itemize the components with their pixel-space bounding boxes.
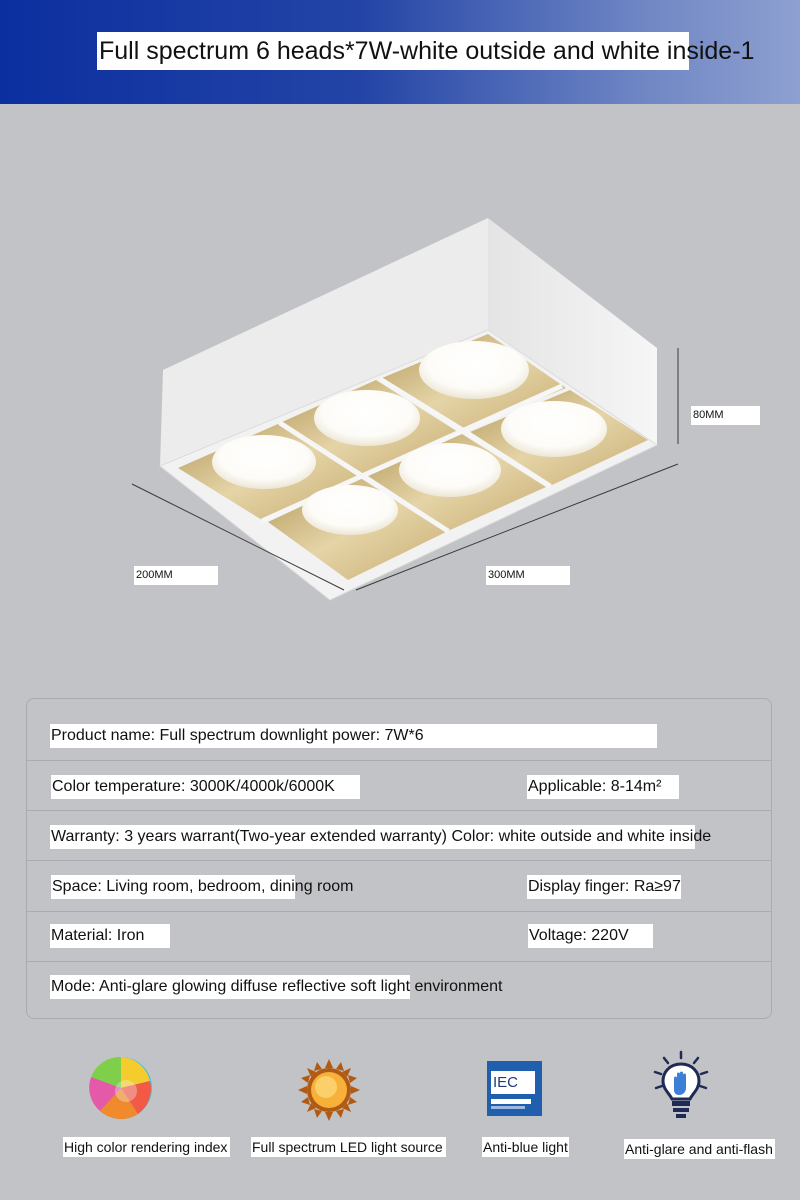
spec-display-finger: Display finger: Ra≥97 — [527, 875, 681, 899]
title-banner — [0, 0, 800, 104]
iec-badge: IEC — [491, 1071, 535, 1094]
spec-space: Space: Living room, bedroom, dining room — [51, 875, 295, 899]
row-divider — [27, 860, 771, 861]
row-divider — [27, 760, 771, 761]
feature-label-full-spectrum: Full spectrum LED light source — [251, 1137, 446, 1157]
feature-label-anti-glare: Anti-glare and anti-flash — [624, 1139, 775, 1159]
hand-bulb-icon — [650, 1050, 712, 1120]
row-divider — [27, 961, 771, 962]
spec-mode: Mode: Anti-glare glowing diffuse reflective soft light environment — [50, 975, 410, 999]
spec-product-name: Product name: Full spectrum downlight power: 7W*6 — [50, 724, 657, 748]
iec-certificate-icon — [487, 1061, 542, 1116]
row-divider — [27, 911, 771, 912]
spec-material: Material: Iron — [50, 924, 170, 948]
spec-warranty-color: Warranty: 3 years warrant(Two-year extended warranty) Color: white outside and white inside — [50, 825, 695, 849]
product-illustration — [0, 104, 800, 694]
spec-voltage: Voltage: 220V — [528, 924, 653, 948]
depth-dimension: 200MM — [134, 566, 218, 585]
width-dimension: 300MM — [486, 566, 570, 585]
height-dimension: 80MM — [691, 406, 760, 425]
color-wheel-icon — [88, 1055, 154, 1121]
iec-bar — [491, 1099, 531, 1104]
spec-color-temperature: Color temperature: 3000K/4000k/6000K — [51, 775, 360, 799]
feature-label-color-rendering: High color rendering index — [63, 1137, 230, 1157]
spec-applicable: Applicable: 8-14m² — [527, 775, 679, 799]
sun-icon — [297, 1058, 361, 1122]
row-divider — [27, 810, 771, 811]
feature-label-anti-blue: Anti-blue light — [483, 1139, 568, 1155]
product-title: Full spectrum 6 heads*7W-white outside and white inside-1 — [97, 32, 689, 70]
iec-bar — [491, 1106, 525, 1109]
